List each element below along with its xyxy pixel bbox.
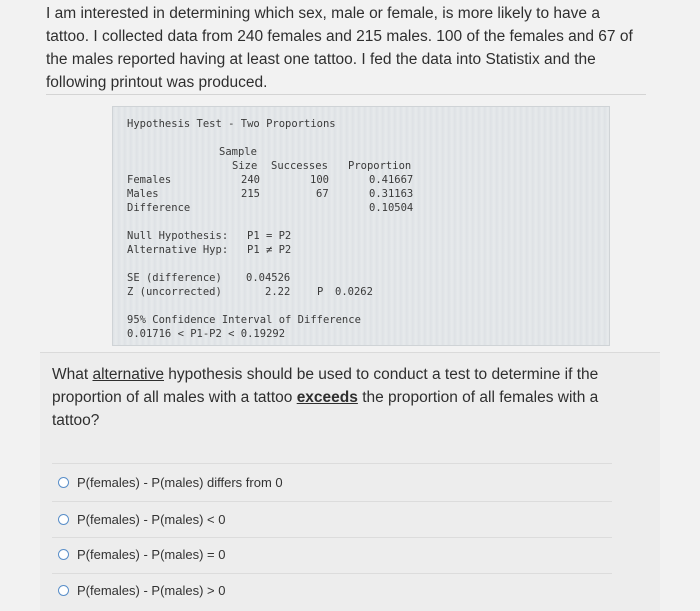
option-label: P(females) - P(males) > 0	[77, 582, 226, 598]
radio-circle-icon[interactable]	[58, 477, 69, 488]
question-panel	[40, 352, 660, 611]
intro-line-2: tattoo. I collected data from 240 females and 215 males. 100 of the females and 67 of	[46, 28, 633, 45]
header-proportion: Proportion	[348, 160, 412, 172]
option-less-than-zero[interactable]	[58, 508, 225, 530]
option-greater-than-zero[interactable]	[58, 579, 225, 601]
row-label: Females	[127, 174, 172, 186]
radio-circle-icon[interactable]	[58, 514, 69, 525]
intro-line-4: following printout was produced.	[46, 74, 268, 91]
p-value: 0.0262	[335, 286, 373, 298]
divider	[52, 501, 612, 502]
option-differs-from-zero[interactable]	[58, 471, 283, 493]
row-proportion: 0.31163	[369, 188, 414, 200]
z-label: Z (uncorrected)	[127, 286, 222, 298]
p-label: P	[317, 286, 324, 298]
alternative-hypothesis-label: Alternative Hyp:	[127, 244, 229, 256]
divider	[52, 463, 612, 464]
null-hypothesis-value: P1 = P2	[247, 230, 292, 242]
row-size: 240	[241, 174, 260, 186]
option-label: P(females) - P(males) < 0	[77, 511, 226, 527]
ci-value: 0.01716 < P1-P2 < 0.19292	[127, 328, 286, 340]
row-successes: 100	[310, 174, 329, 186]
radio-circle-icon[interactable]	[58, 549, 69, 560]
printout-title: Hypothesis Test - Two Proportions	[127, 118, 336, 130]
null-hypothesis-label: Null Hypothesis:	[127, 230, 229, 242]
alternative-hypothesis-value: P1 ≠ P2	[247, 244, 292, 256]
intro-line-3: the males reported having at least one tattoo. I fed the data into Statistix and the	[46, 51, 596, 68]
divider	[46, 94, 646, 95]
row-label: Males	[127, 188, 159, 200]
se-value: 0.04526	[246, 272, 291, 284]
question-part: hypothesis should be used to conduct a test to determine if the proportion of all males with a tattoo	[52, 366, 599, 406]
header-successes: Successes	[271, 160, 328, 172]
statistix-printout-image	[112, 106, 610, 346]
option-equals-zero[interactable]	[58, 543, 225, 565]
exceeds-emphasis: exceeds	[296, 389, 358, 406]
header-sample: Sample	[219, 146, 257, 158]
divider	[52, 537, 612, 538]
option-label: P(females) - P(males) = 0	[77, 546, 226, 562]
row-label: Difference	[127, 202, 191, 214]
option-label: P(females) - P(males) differs from 0	[77, 474, 283, 490]
ci-title: 95% Confidence Interval of Difference	[127, 314, 361, 326]
question-part: the proportion of all females with a tattoo?	[52, 389, 599, 429]
question-part: What	[52, 366, 93, 383]
divider	[52, 573, 612, 574]
question-text	[52, 363, 612, 432]
row-successes: 67	[316, 188, 329, 200]
header-size: Size	[232, 160, 258, 172]
row-size: 215	[241, 188, 260, 200]
problem-statement	[46, 2, 656, 94]
z-value: 2.22	[265, 286, 291, 298]
alternative-emphasis: alternative	[92, 366, 164, 383]
radio-circle-icon[interactable]	[58, 585, 69, 596]
row-proportion: 0.41667	[369, 174, 414, 186]
se-label: SE (difference)	[127, 272, 222, 284]
intro-line-1: I am interested in determining which sex, male or female, is more likely to have a	[46, 5, 600, 22]
row-proportion: 0.10504	[369, 202, 414, 214]
